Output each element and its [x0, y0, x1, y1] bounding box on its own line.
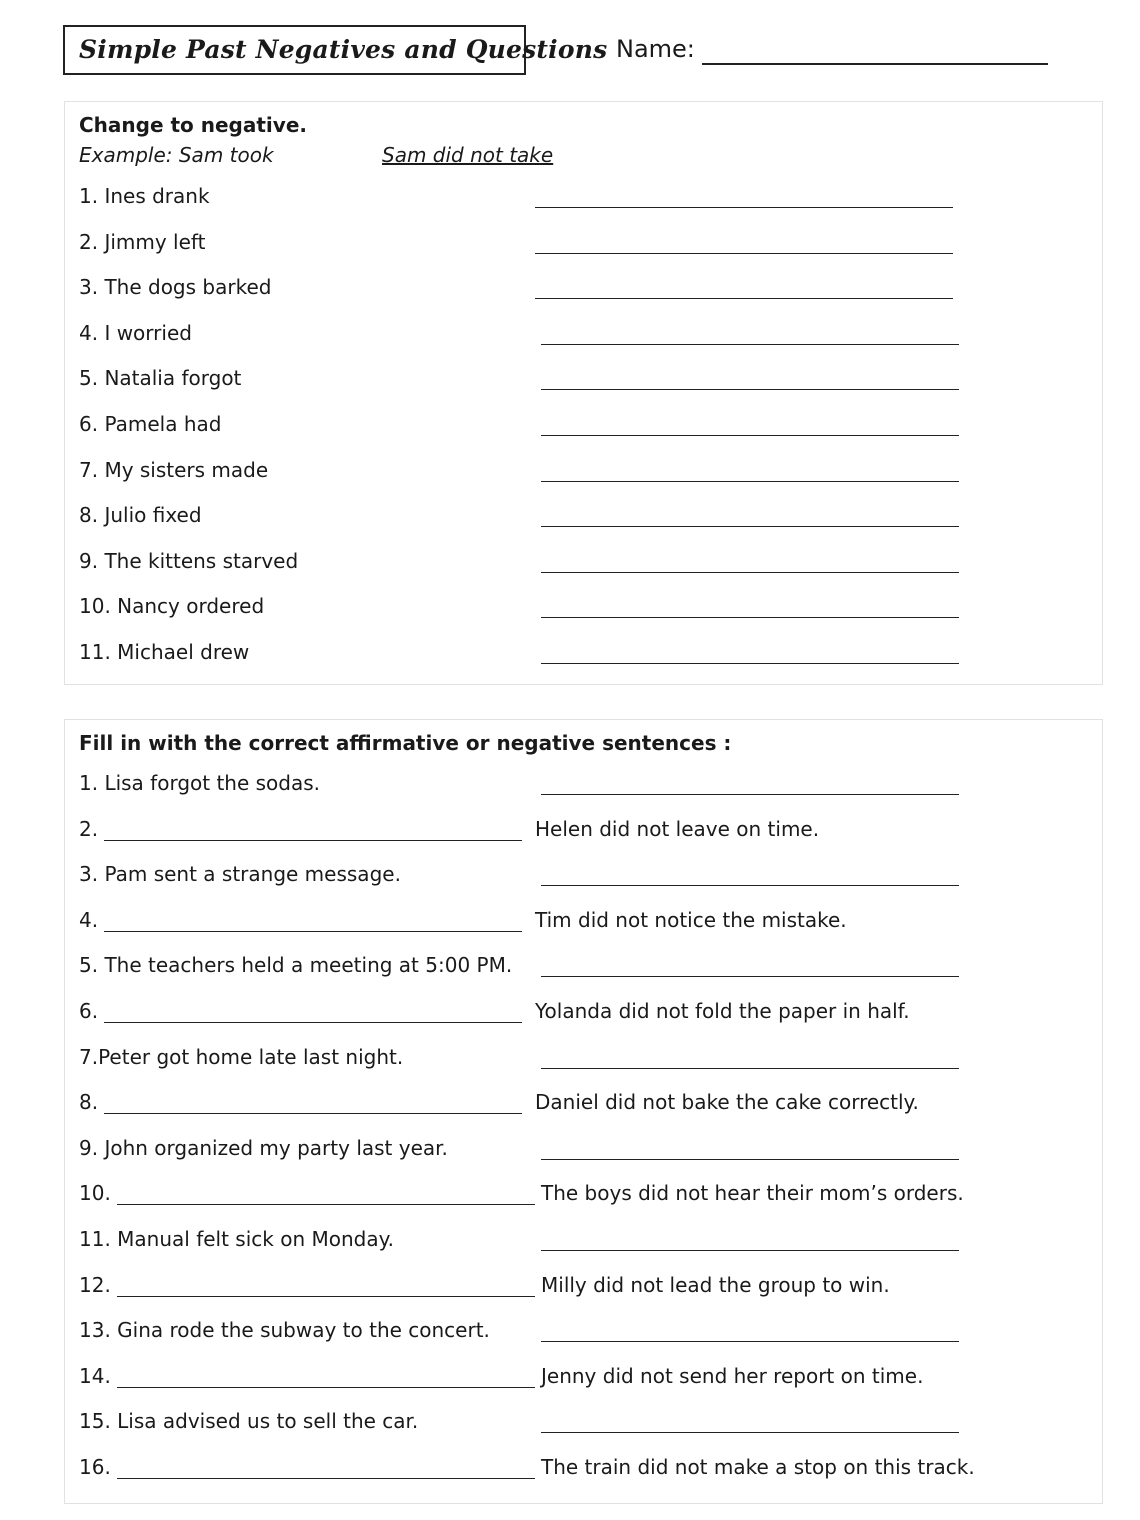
negative-answer-line[interactable]	[535, 253, 953, 254]
fill-in-answer-line[interactable]	[117, 1478, 535, 1479]
fill-in-given-sentence: Daniel did not bake the cake correctly.	[535, 1090, 919, 1115]
negative-item-prompt: 10. Nancy ordered	[79, 594, 265, 619]
negative-item-prompt: 1. Ines drank	[79, 184, 210, 208]
negative-item-prompt: 9. The kittens starved	[79, 548, 299, 573]
name-answer-line[interactable]	[702, 63, 1048, 65]
fill-in-item-number: 14.	[79, 1363, 111, 1388]
name-label: Name:	[616, 35, 695, 63]
fill-in-answer-line[interactable]	[104, 840, 522, 841]
negative-answer-line[interactable]	[541, 389, 959, 390]
fill-in-given-sentence: Tim did not notice the mistake.	[535, 907, 847, 932]
negative-answer-line[interactable]	[541, 344, 959, 345]
fill-in-answer-line[interactable]	[104, 1022, 522, 1023]
negative-answer-line[interactable]	[541, 617, 959, 618]
fill-in-item-prompt: 3. Pam sent a strange message.	[79, 862, 401, 887]
negative-item-prompt: 5. Natalia forgot	[79, 366, 242, 391]
fill-in-answer-line[interactable]	[541, 885, 959, 886]
fill-in-section-heading: Fill in with the correct affirmative or negative sentences :	[79, 731, 732, 755]
fill-in-item-prompt: 1. Lisa forgot the sodas.	[79, 771, 321, 795]
fill-in-given-sentence: Milly did not lead the group to win.	[541, 1272, 890, 1297]
fill-in-given-sentence: Helen did not leave on time.	[535, 816, 820, 841]
fill-in-answer-line[interactable]	[117, 1387, 535, 1388]
example-answer: Sam did not take	[382, 143, 554, 167]
fill-in-item-number: 4.	[79, 907, 99, 932]
negative-item-prompt: 11. Michael drew	[79, 640, 250, 664]
fill-in-item-prompt: 5. The teachers held a meeting at 5:00 PM.	[79, 953, 513, 978]
fill-in-item-number: 6.	[79, 999, 99, 1023]
negative-item-prompt: 6. Pamela had	[79, 412, 222, 436]
fill-in-answer-line[interactable]	[117, 1296, 535, 1297]
fill-in-answer-line[interactable]	[541, 1068, 959, 1069]
fill-in-answer-line[interactable]	[104, 1113, 522, 1114]
fill-in-answer-line[interactable]	[541, 1341, 959, 1342]
fill-in-item-number: 2.	[79, 816, 99, 841]
fill-in-given-sentence: The train did not make a stop on this track.	[541, 1455, 975, 1479]
negative-item-prompt: 8. Julio fixed	[79, 503, 202, 528]
example-prompt: Example: Sam took	[79, 143, 274, 167]
fill-in-answer-line[interactable]	[541, 1159, 959, 1160]
fill-in-item-number: 10.	[79, 1181, 111, 1206]
fill-in-answer-line[interactable]	[117, 1204, 535, 1205]
fill-in-answer-line[interactable]	[541, 794, 959, 795]
fill-in-answer-line[interactable]	[541, 1250, 959, 1251]
fill-in-answer-line[interactable]	[541, 1432, 959, 1433]
fill-in-given-sentence: Jenny did not send her report on time.	[541, 1363, 924, 1388]
fill-in-item-prompt: 15. Lisa advised us to sell the car.	[79, 1409, 419, 1434]
negative-answer-line[interactable]	[535, 298, 953, 299]
negative-section-heading: Change to negative.	[79, 113, 307, 137]
fill-in-item-number: 16.	[79, 1455, 111, 1479]
negative-answer-line[interactable]	[541, 481, 959, 482]
negative-item-prompt: 4. I worried	[79, 320, 192, 345]
fill-in-item-prompt: 13. Gina rode the subway to the concert.	[79, 1318, 490, 1343]
negative-answer-line[interactable]	[541, 663, 959, 664]
fill-in-item-prompt: 9. John organized my party last year.	[79, 1135, 448, 1160]
negative-item-prompt: 2. Jimmy left	[79, 229, 206, 254]
fill-in-given-sentence: Yolanda did not fold the paper in half.	[535, 999, 910, 1023]
fill-in-item-number: 12.	[79, 1272, 111, 1297]
negative-answer-line[interactable]	[541, 526, 959, 527]
fill-in-answer-line[interactable]	[541, 976, 959, 977]
negative-answer-line[interactable]	[535, 207, 953, 208]
fill-in-item-prompt: 11. Manual felt sick on Monday.	[79, 1227, 394, 1251]
fill-in-given-sentence: The boys did not hear their mom’s orders.	[541, 1181, 964, 1206]
worksheet-title: Simple Past Negatives and Questions	[63, 25, 526, 75]
negative-answer-line[interactable]	[541, 435, 959, 436]
negative-item-prompt: 3. The dogs barked	[79, 275, 272, 300]
fill-in-item-prompt: 7.Peter got home late last night.	[79, 1044, 404, 1069]
fill-in-item-number: 8.	[79, 1090, 99, 1115]
negative-item-prompt: 7. My sisters made	[79, 457, 269, 482]
negative-answer-line[interactable]	[541, 572, 959, 573]
fill-in-answer-line[interactable]	[104, 931, 522, 932]
